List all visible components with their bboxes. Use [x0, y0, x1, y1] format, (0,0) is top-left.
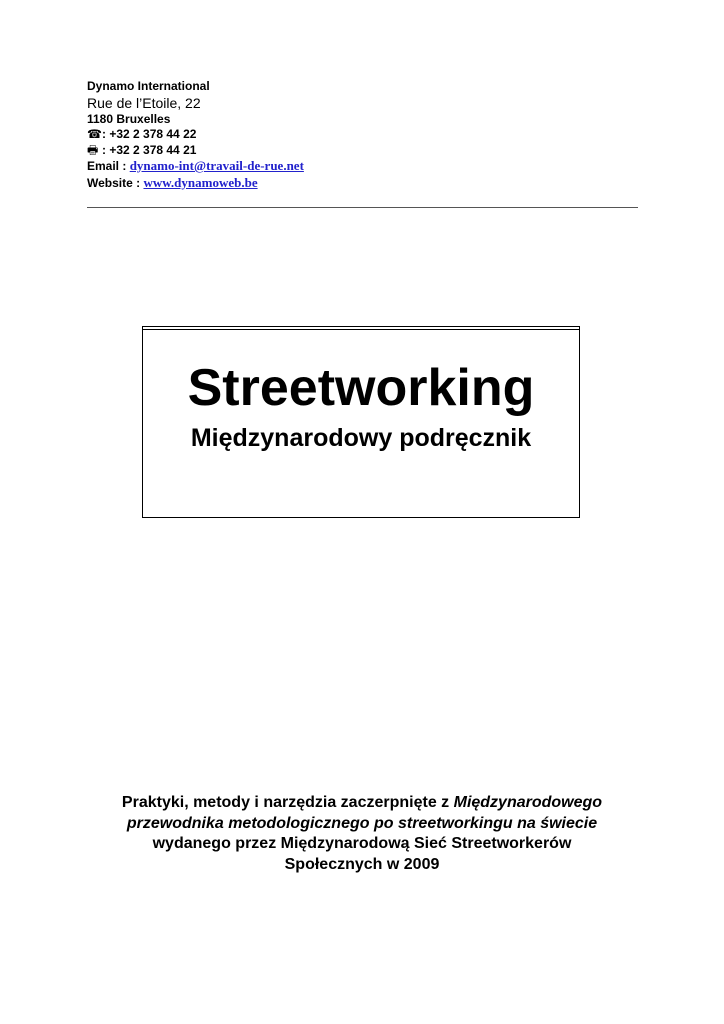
website-link[interactable]: www.dynamoweb.be: [143, 174, 258, 190]
publication-note-italic: przewodnika metodologicznego po streetworkingu na świecie: [126, 814, 598, 832]
publication-note-line-3: wydanego przez Międzynarodową Sieć Streetworkerów: [152, 835, 572, 852]
publication-note: [80, 793, 644, 875]
header-divider: [87, 207, 638, 208]
publication-note-text: Praktyki, metody i narzędzia zaczerpnięte z: [121, 794, 454, 811]
publication-note-line-2: [80, 814, 644, 835]
fax-number: : +32 2 378 44 21: [102, 142, 197, 157]
email-line: [87, 158, 647, 175]
publication-note-line-4: Społecznych w 2009: [284, 855, 440, 873]
email-label: Email :: [87, 159, 130, 173]
telephone-icon: ☎: [87, 127, 102, 141]
email-link[interactable]: dynamo-int@travail-de-rue.net: [129, 158, 304, 173]
city-postcode: 1180 Bruxelles: [87, 111, 171, 126]
publication-note-italic: Międzynarodowego: [453, 794, 603, 811]
document-title: Streetworking: [187, 359, 535, 417]
website-label: Website :: [87, 175, 144, 190]
phone-number: : +32 2 378 44 22: [102, 127, 197, 141]
street-address: Rue de l’Etoile, 22: [87, 94, 201, 111]
fax-line: [87, 143, 647, 159]
website-line: [87, 175, 647, 192]
organization-name: Dynamo International: [87, 79, 210, 93]
contact-block: [87, 79, 647, 191]
phone-line: [87, 127, 647, 143]
document-subtitle: Międzynarodowy podręcznik: [190, 424, 532, 452]
title-box: [142, 326, 580, 518]
publication-note-line-1: [80, 793, 644, 814]
fax-printer-icon: 🖶: [87, 142, 99, 157]
